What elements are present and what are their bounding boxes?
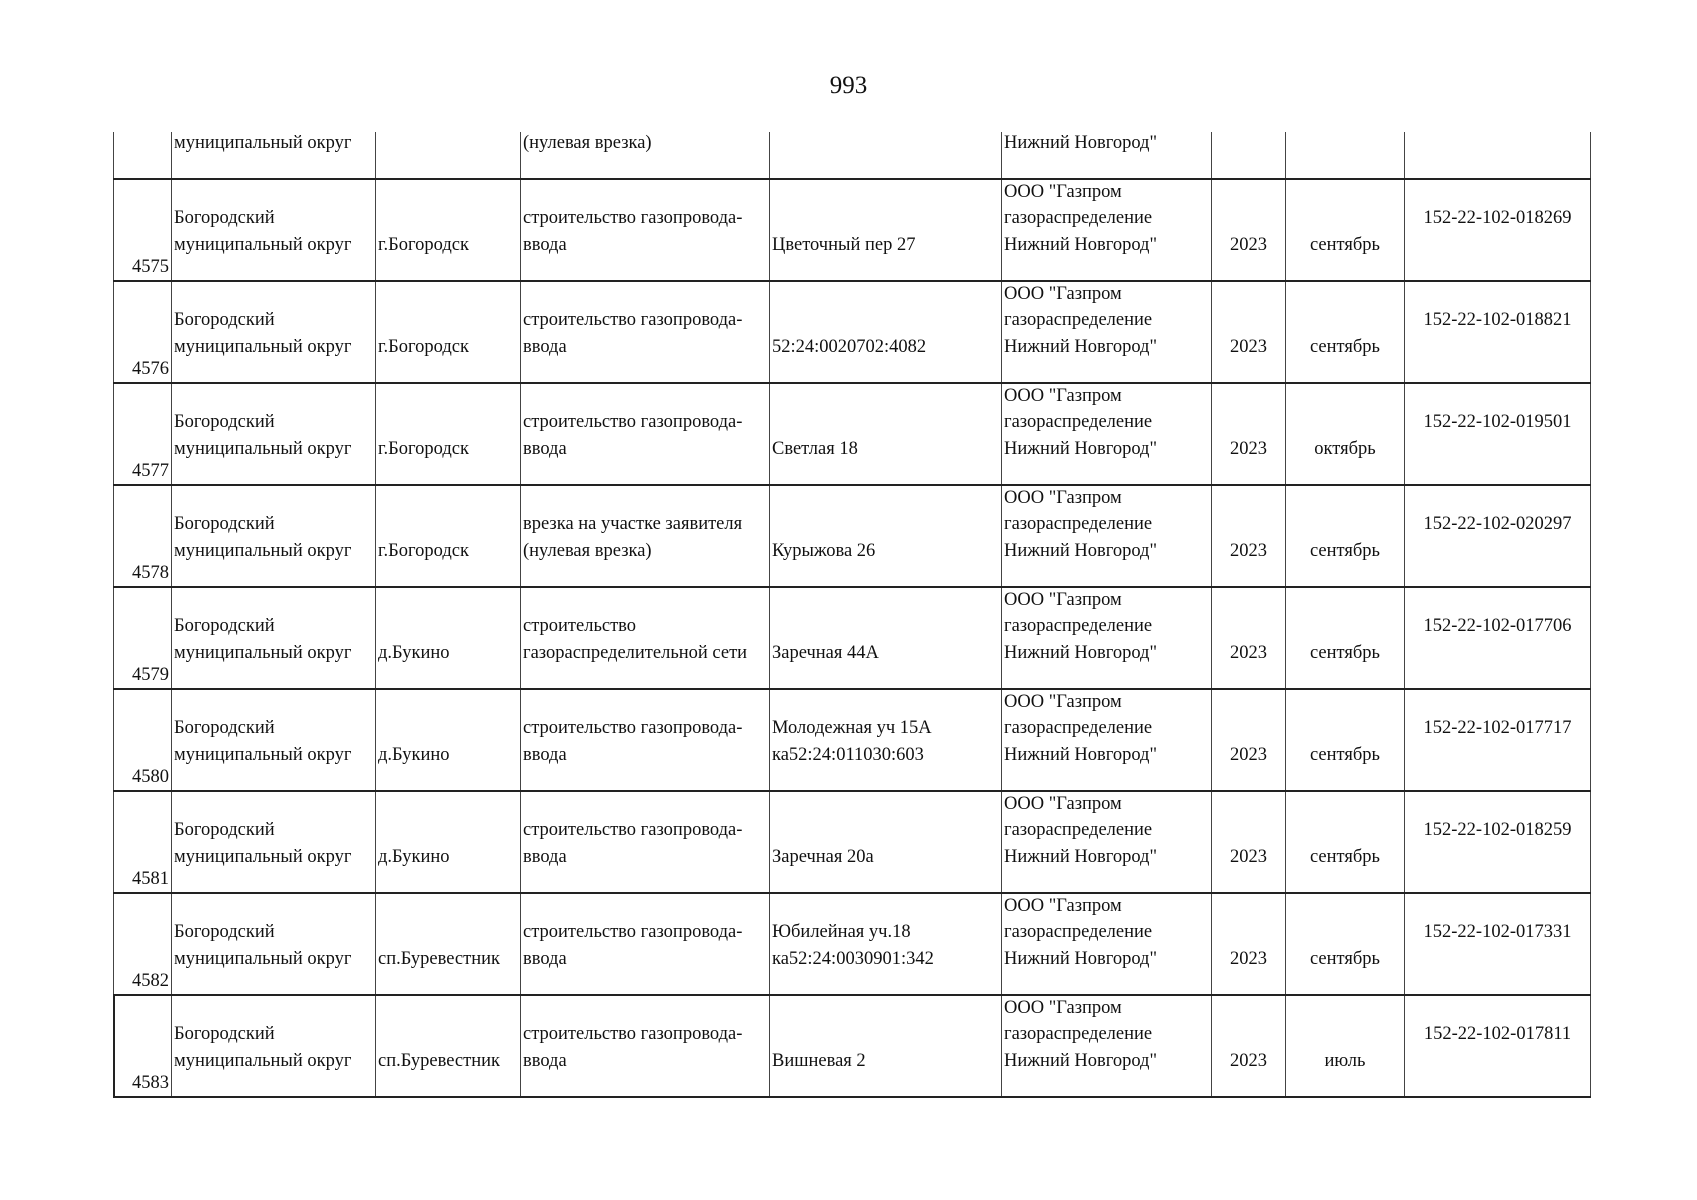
data-table: [113, 132, 1591, 1098]
work-cell: [520, 282, 769, 382]
org-cell-line: Нижний Новгород": [1004, 846, 1158, 867]
code-cell: [1404, 282, 1591, 382]
org-cell-line: газораспределение: [1004, 412, 1153, 432]
district-cell-line: Богородский: [174, 718, 275, 738]
table-row: [113, 588, 1591, 690]
work-cell-line: строительство: [523, 616, 637, 636]
org-cell-line: ООО "Газпром: [1004, 487, 1122, 508]
table-row: [113, 180, 1591, 282]
district-cell-line: муниципальный округ: [174, 540, 352, 561]
locality-cell-text: г.Богородск: [378, 438, 469, 459]
org-cell-line: ООО "Газпром: [1004, 589, 1122, 610]
org-cell-line: ООО "Газпром: [1004, 385, 1122, 406]
address-cell-line: ка52:24:011030:603: [772, 744, 924, 765]
work-cell-line: строительство газопровода-: [523, 820, 743, 840]
org-cell-line: газораспределение: [1004, 1024, 1153, 1044]
month-cell: [1285, 486, 1404, 586]
table-row-continued: [113, 132, 1591, 180]
org-cell-line: газораспределение: [1004, 310, 1153, 330]
locality-cell-text: г.Богородск: [378, 336, 469, 357]
code-cell-text: 152-22-102-018269: [1423, 207, 1572, 228]
address-cell-line: Курыжова 26: [772, 540, 876, 561]
work-cell-line: строительство газопровода-: [523, 922, 743, 942]
month-cell-text: июль: [1324, 1050, 1366, 1071]
org-cell: [1001, 792, 1211, 892]
district-cell-line: муниципальный округ: [174, 744, 352, 765]
address-cell-line: ка52:24:0030901:342: [772, 948, 934, 969]
address-cell-line: Цветочный пер 27: [772, 234, 916, 255]
district-cell-line: муниципальный округ: [174, 948, 352, 969]
table-row: [113, 486, 1591, 588]
month-cell: [1285, 894, 1404, 994]
work-cell: [520, 996, 769, 1096]
work-cell-line: ввода: [523, 846, 567, 867]
num-cell: [113, 588, 171, 688]
num-cell-text: 4581: [132, 868, 169, 889]
work-cell-line: строительство газопровода-: [523, 310, 743, 330]
num-cell-text: 4583: [132, 1072, 169, 1093]
org-cell: [1001, 690, 1211, 790]
district-cell: [171, 486, 375, 586]
year-cell-text: 2023: [1230, 744, 1267, 765]
address-cell: [769, 486, 1001, 586]
code-cell: [1404, 180, 1591, 280]
org-cell-line: Нижний Новгород": [1004, 1050, 1158, 1071]
org-cell-line: ООО "Газпром: [1004, 283, 1122, 304]
work-cell: [520, 690, 769, 790]
address-cell: [769, 996, 1001, 1096]
month-cell-text: октябрь: [1314, 438, 1376, 459]
table-row: [113, 384, 1591, 486]
org-cell-line: Нижний Новгород": [1004, 540, 1158, 561]
table-row: [113, 894, 1591, 996]
org-cell: [1001, 180, 1211, 280]
year-cell-text: 2023: [1230, 234, 1267, 255]
year-cell: [1211, 792, 1285, 892]
org-cell-line: Нижний Новгород": [1004, 234, 1158, 255]
district-cell-line: Богородский: [174, 820, 275, 840]
num-cell-text: 4579: [132, 664, 169, 685]
org-cell-line: газораспределение: [1004, 514, 1153, 534]
num-cell: [113, 894, 171, 994]
address-cell-line: Молодежная уч 15А: [772, 718, 932, 738]
locality-cell: [375, 792, 520, 892]
org-cell-line: газораспределение: [1004, 208, 1153, 228]
num-cell: [113, 486, 171, 586]
district-cell-line: муниципальный округ: [174, 642, 352, 663]
table-row: [113, 282, 1591, 384]
code-cell-text: 152-22-102-018821: [1423, 309, 1572, 330]
year-cell: [1211, 690, 1285, 790]
address-cell: [769, 384, 1001, 484]
num-cell-text: 4578: [132, 562, 169, 583]
district-cell-line: Богородский: [174, 616, 275, 636]
year-cell-text: 2023: [1230, 846, 1267, 867]
work-cell: [520, 384, 769, 484]
work-cell: [520, 588, 769, 688]
year-cell: [1211, 996, 1285, 1096]
work-cell: [520, 180, 769, 280]
year-cell: [1211, 180, 1285, 280]
code-cell: [1404, 588, 1591, 688]
work-cell-line: врезка на участке заявителя: [523, 514, 743, 534]
work-cell: (нулевая врезка): [520, 132, 769, 178]
month-cell: [1285, 180, 1404, 280]
code-cell-text: 152-22-102-017706: [1423, 615, 1572, 636]
year-cell-text: 2023: [1230, 948, 1267, 969]
district-cell-line: Богородский: [174, 412, 275, 432]
work-cell-line: газораспределительной сети: [523, 642, 748, 663]
district-cell-line: Богородский: [174, 514, 275, 534]
locality-cell-text: сп.Буревестник: [378, 948, 500, 969]
month-cell-text: сентябрь: [1310, 744, 1380, 765]
district-cell-line: муниципальный округ: [174, 438, 352, 459]
year-cell: [1211, 486, 1285, 586]
year-cell-text: 2023: [1230, 540, 1267, 561]
code-cell: [1404, 792, 1591, 892]
address-cell: [769, 282, 1001, 382]
table-row: [113, 690, 1591, 792]
district-cell-line: муниципальный округ: [174, 234, 352, 255]
num-cell-text: 4582: [132, 970, 169, 991]
address-cell: [769, 588, 1001, 688]
district-cell-line: Богородский: [174, 310, 275, 330]
year-cell-text: 2023: [1230, 642, 1267, 663]
work-cell-line: ввода: [523, 1050, 567, 1071]
month-cell-text: сентябрь: [1310, 948, 1380, 969]
num-cell-text: 4576: [132, 358, 169, 379]
work-cell: [520, 486, 769, 586]
locality-cell-text: г.Богородск: [378, 540, 469, 561]
address-cell-line: Юбилейная уч.18: [772, 922, 911, 942]
work-cell-line: ввода: [523, 234, 567, 255]
district-cell-line: Богородский: [174, 922, 275, 942]
district-cell: [171, 180, 375, 280]
work-cell: [520, 792, 769, 892]
table-row: [113, 996, 1591, 1098]
org-cell-line: ООО "Газпром: [1004, 997, 1122, 1018]
locality-cell: [375, 996, 520, 1096]
locality-cell: [375, 384, 520, 484]
locality-cell-text: сп.Буревестник: [378, 1050, 500, 1071]
org-cell: [1001, 282, 1211, 382]
district-cell-line: Богородский: [174, 1024, 275, 1044]
code-cell-text: 152-22-102-019501: [1423, 411, 1572, 432]
year-cell: [1211, 384, 1285, 484]
locality-cell: [375, 486, 520, 586]
address-cell-line: Светлая 18: [772, 438, 858, 459]
locality-cell: [375, 282, 520, 382]
month-cell: [1285, 996, 1404, 1096]
year-cell: [1211, 894, 1285, 994]
org-cell: [1001, 588, 1211, 688]
org-cell: Нижний Новгород": [1001, 132, 1211, 178]
address-cell-line: Заречная 44А: [772, 642, 879, 663]
table-row: [113, 792, 1591, 894]
work-cell: [520, 894, 769, 994]
year-cell-text: 2023: [1230, 438, 1267, 459]
month-cell-text: сентябрь: [1310, 234, 1380, 255]
org-cell: [1001, 894, 1211, 994]
work-cell-line: ввода: [523, 948, 567, 969]
year-cell: [1211, 588, 1285, 688]
locality-cell-text: г.Богородск: [378, 234, 469, 255]
locality-cell-text: д.Букино: [378, 744, 450, 765]
num-cell: [113, 282, 171, 382]
org-cell-line: газораспределение: [1004, 718, 1153, 738]
org-cell-line: Нижний Новгород": [1004, 744, 1158, 765]
district-cell-line: Богородский: [174, 208, 275, 228]
code-cell: [1404, 384, 1591, 484]
code-cell-text: 152-22-102-018259: [1423, 819, 1572, 840]
district-cell: [171, 894, 375, 994]
locality-cell: [375, 180, 520, 280]
year-cell-text: 2023: [1230, 1050, 1267, 1071]
org-cell-line: газораспределение: [1004, 616, 1153, 636]
district-cell: муниципальный округ: [171, 132, 375, 178]
code-cell: [1404, 894, 1591, 994]
org-cell-line: Нижний Новгород": [1004, 438, 1158, 459]
num-cell: [113, 180, 171, 280]
district-cell: [171, 282, 375, 382]
num-cell: [113, 690, 171, 790]
org-cell-line: ООО "Газпром: [1004, 895, 1122, 916]
code-cell-text: 152-22-102-017331: [1423, 921, 1572, 942]
code-cell-text: 152-22-102-017811: [1423, 1023, 1572, 1044]
locality-cell: [375, 588, 520, 688]
address-cell-line: Заречная 20а: [772, 846, 874, 867]
org-cell-line: ООО "Газпром: [1004, 691, 1122, 712]
district-cell: [171, 384, 375, 484]
work-cell-line: ввода: [523, 744, 567, 765]
locality-cell-text: д.Букино: [378, 846, 450, 867]
org-cell: [1001, 996, 1211, 1096]
org-cell-line: Нижний Новгород": [1004, 948, 1158, 969]
org-cell: [1001, 486, 1211, 586]
code-cell: [1404, 690, 1591, 790]
num-cell-text: 4580: [132, 766, 169, 787]
month-cell: [1285, 384, 1404, 484]
num-cell-text: 4577: [132, 460, 169, 481]
org-cell-line: газораспределение: [1004, 922, 1153, 942]
district-cell: [171, 690, 375, 790]
work-cell-line: (нулевая врезка): [523, 540, 652, 561]
month-cell-text: сентябрь: [1310, 642, 1380, 663]
org-cell-line: ООО "Газпром: [1004, 793, 1122, 814]
district-cell: [171, 996, 375, 1096]
work-cell-line: строительство газопровода-: [523, 718, 743, 738]
month-cell-text: сентябрь: [1310, 540, 1380, 561]
work-cell-line: строительство газопровода-: [523, 412, 743, 432]
org-cell: [1001, 384, 1211, 484]
org-cell-line: Нижний Новгород": [1004, 642, 1158, 663]
code-cell-text: 152-22-102-017717: [1423, 717, 1572, 738]
org-cell-line: ООО "Газпром: [1004, 181, 1122, 202]
work-cell-line: ввода: [523, 336, 567, 357]
locality-cell-text: д.Букино: [378, 642, 450, 663]
district-cell: [171, 588, 375, 688]
num-cell: [113, 996, 171, 1096]
code-cell-text: 152-22-102-020297: [1423, 513, 1572, 534]
district-cell-line: муниципальный округ: [174, 1050, 352, 1071]
locality-cell: [375, 894, 520, 994]
address-cell: [769, 894, 1001, 994]
locality-cell: [375, 690, 520, 790]
district-cell: [171, 792, 375, 892]
address-cell-line: Вишневая 2: [772, 1050, 866, 1071]
code-cell: [1404, 996, 1591, 1096]
org-cell-line: Нижний Новгород": [1004, 336, 1158, 357]
address-cell-line: 52:24:0020702:4082: [772, 336, 927, 357]
district-cell-line: муниципальный округ: [174, 846, 352, 867]
num-cell: [113, 792, 171, 892]
org-cell-line: газораспределение: [1004, 820, 1153, 840]
address-cell: [769, 690, 1001, 790]
month-cell: [1285, 282, 1404, 382]
work-cell-line: строительство газопровода-: [523, 1024, 743, 1044]
address-cell: [769, 180, 1001, 280]
num-cell-text: 4575: [132, 256, 169, 277]
month-cell-text: сентябрь: [1310, 846, 1380, 867]
num-cell: [113, 384, 171, 484]
month-cell: [1285, 690, 1404, 790]
month-cell: [1285, 588, 1404, 688]
month-cell-text: сентябрь: [1310, 336, 1380, 357]
work-cell-line: строительство газопровода-: [523, 208, 743, 228]
code-cell: [1404, 486, 1591, 586]
district-cell-line: муниципальный округ: [174, 336, 352, 357]
page-number: 993: [829, 72, 868, 99]
year-cell-text: 2023: [1230, 336, 1267, 357]
work-cell-line: ввода: [523, 438, 567, 459]
month-cell: [1285, 792, 1404, 892]
year-cell: [1211, 282, 1285, 382]
address-cell: [769, 792, 1001, 892]
